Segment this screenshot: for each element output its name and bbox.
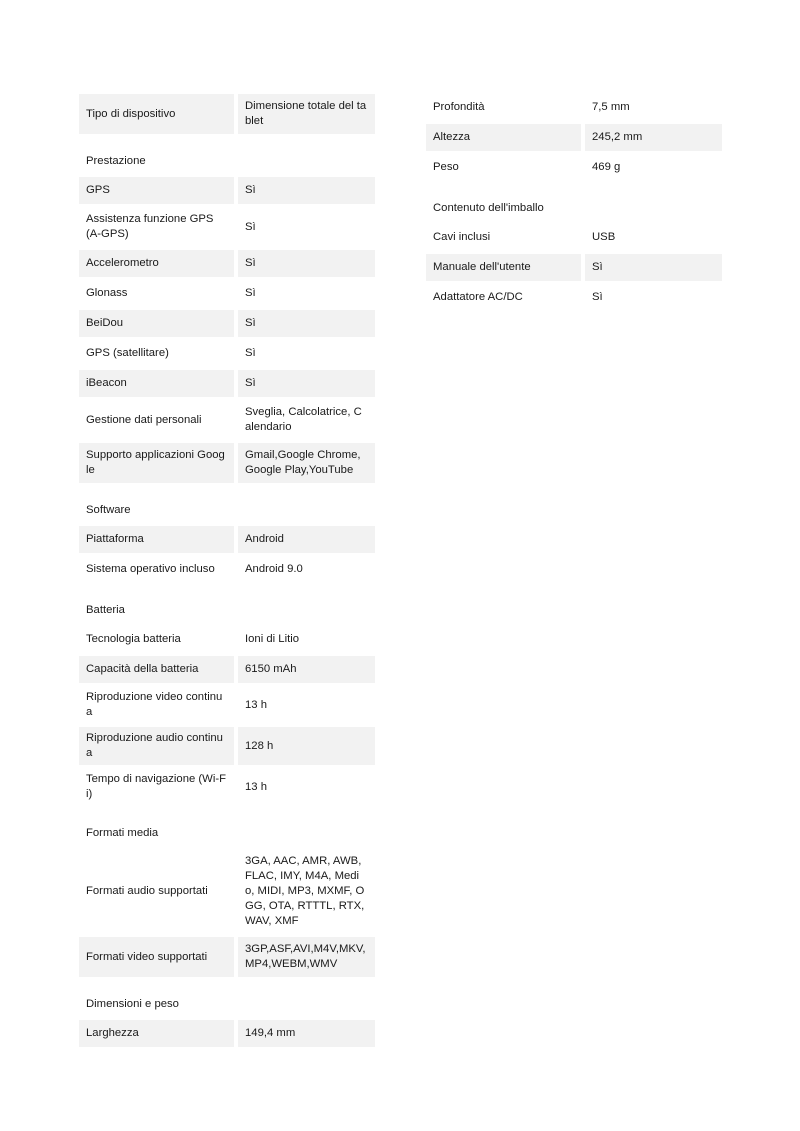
spec-row-tecnologia-batteria <box>79 626 375 653</box>
spec-value: Dimensione totale del tablet <box>238 94 375 134</box>
spec-row-capacita-della-batteria <box>79 656 375 683</box>
spec-row-altezza <box>426 124 722 151</box>
spec-value: 13 h <box>245 698 267 711</box>
spec-row-gps-satellitare <box>79 340 375 367</box>
spec-value: Sì <box>245 287 256 299</box>
spec-value: Android <box>238 526 375 553</box>
spec-row-riproduzione-audio-continua <box>79 727 375 765</box>
spec-value: 128 h <box>238 727 375 765</box>
spec-value: Sì <box>592 291 603 303</box>
spec-label: Larghezza <box>79 1020 234 1047</box>
spec-label: Glonass <box>86 287 128 299</box>
spec-row-formati-video-supportati <box>79 937 375 977</box>
spec-label: Accelerometro <box>79 250 234 277</box>
spec-label: Peso <box>433 161 459 173</box>
spec-row-beidou <box>79 310 375 337</box>
spec-label: Riproduzione audio continua <box>79 727 234 765</box>
spec-column-left <box>79 94 375 1050</box>
spec-value: Sì <box>238 177 375 204</box>
spec-label: Assistenza funzione GPS (A-GPS) <box>86 213 214 240</box>
spec-row-peso <box>426 154 722 181</box>
spec-label: Piattaforma <box>79 526 234 553</box>
spec-value: Gmail,Google Chrome,Google Play,YouTube <box>238 443 375 483</box>
spec-value: 3GA, AAC, AMR, AWB, FLAC, IMY, M4A, Medio, MIDI, MP3, MXMF, OGG, OTA, RTTTL, RTX, WAV, XMF <box>245 855 365 927</box>
section-heading-contenuto-dell-imballo: Contenuto dell'imballo <box>433 201 544 214</box>
spec-row-assistenza-funzione-gps-a-gps <box>79 207 375 247</box>
spec-label: Tipo di dispositivo <box>79 94 234 134</box>
spec-row-glonass <box>79 280 375 307</box>
spec-row-cavi-inclusi <box>426 224 722 251</box>
spec-row-larghezza <box>79 1020 375 1047</box>
spec-label: GPS <box>79 177 234 204</box>
spec-label: Sistema operativo incluso <box>86 563 215 575</box>
spec-value: Ioni di Litio <box>245 633 300 645</box>
spec-label: Formati audio supportati <box>86 885 208 897</box>
spec-value: 7,5 mm <box>592 101 630 113</box>
spec-column-right <box>426 94 722 314</box>
section-heading-software: Software <box>86 503 131 516</box>
spec-row-supporto-applicazioni-google <box>79 443 375 483</box>
spec-label: Capacità della batteria <box>79 656 234 683</box>
spec-label: Profondità <box>433 101 485 113</box>
spec-label: Manuale dell'utente <box>426 254 581 281</box>
spec-row-ibeacon <box>79 370 375 397</box>
section-heading-formati-media: Formati media <box>86 826 159 839</box>
spec-row-profondita <box>426 94 722 121</box>
spec-value: Sì <box>238 310 375 337</box>
section-heading-dimensioni-e-peso: Dimensioni e peso <box>86 997 179 1010</box>
spec-value: 469 g <box>592 161 621 173</box>
spec-label: Gestione dati personali <box>86 413 202 426</box>
spec-label: Supporto applicazioni Google <box>79 443 234 483</box>
spec-value: Sì <box>238 250 375 277</box>
section-heading-batteria: Batteria <box>86 603 125 616</box>
spec-label: iBeacon <box>79 370 234 397</box>
spec-label: Cavi inclusi <box>433 231 491 243</box>
spec-value: 149,4 mm <box>238 1020 375 1047</box>
spec-value: 6150 mAh <box>238 656 375 683</box>
spec-row-riproduzione-video-continua <box>79 686 375 724</box>
spec-label: Formati video supportati <box>79 937 234 977</box>
spec-row-adattatore-ac-dc <box>426 284 722 311</box>
spec-value: Sveglia, Calcolatrice, Calendario <box>245 406 362 433</box>
spec-value: USB <box>592 231 616 243</box>
spec-label: Tempo di navigazione (Wi-Fi) <box>86 773 227 800</box>
spec-label: BeiDou <box>79 310 234 337</box>
spec-value: 245,2 mm <box>585 124 722 151</box>
spec-label: Tecnologia batteria <box>86 633 181 645</box>
spec-row-manuale-dell-utente <box>426 254 722 281</box>
spec-row-tempo-di-navigazione-wi-fi <box>79 768 375 806</box>
spec-value: Sì <box>585 254 722 281</box>
spec-row-gps <box>79 177 375 204</box>
spec-row-accelerometro <box>79 250 375 277</box>
spec-value: 13 h <box>245 780 267 793</box>
spec-value: Sì <box>238 370 375 397</box>
section-heading-prestazione: Prestazione <box>86 154 146 167</box>
spec-row-tipo-di-dispositivo <box>79 94 375 134</box>
spec-label: Altezza <box>426 124 581 151</box>
spec-row-formati-audio-supportati <box>79 849 375 934</box>
spec-value: Android 9.0 <box>245 563 303 575</box>
spec-row-sistema-operativo-incluso <box>79 556 375 583</box>
spec-value: 3GP,ASF,AVI,M4V,MKV,MP4,WEBM,WMV <box>238 937 375 977</box>
spec-label: GPS (satellitare) <box>86 347 169 359</box>
spec-value: Sì <box>245 220 256 233</box>
spec-label: Adattatore AC/DC <box>433 291 523 303</box>
spec-row-gestione-dati-personali <box>79 400 375 440</box>
spec-row-piattaforma <box>79 526 375 553</box>
spec-label: Riproduzione video continua <box>86 691 223 718</box>
spec-value: Sì <box>245 347 256 359</box>
